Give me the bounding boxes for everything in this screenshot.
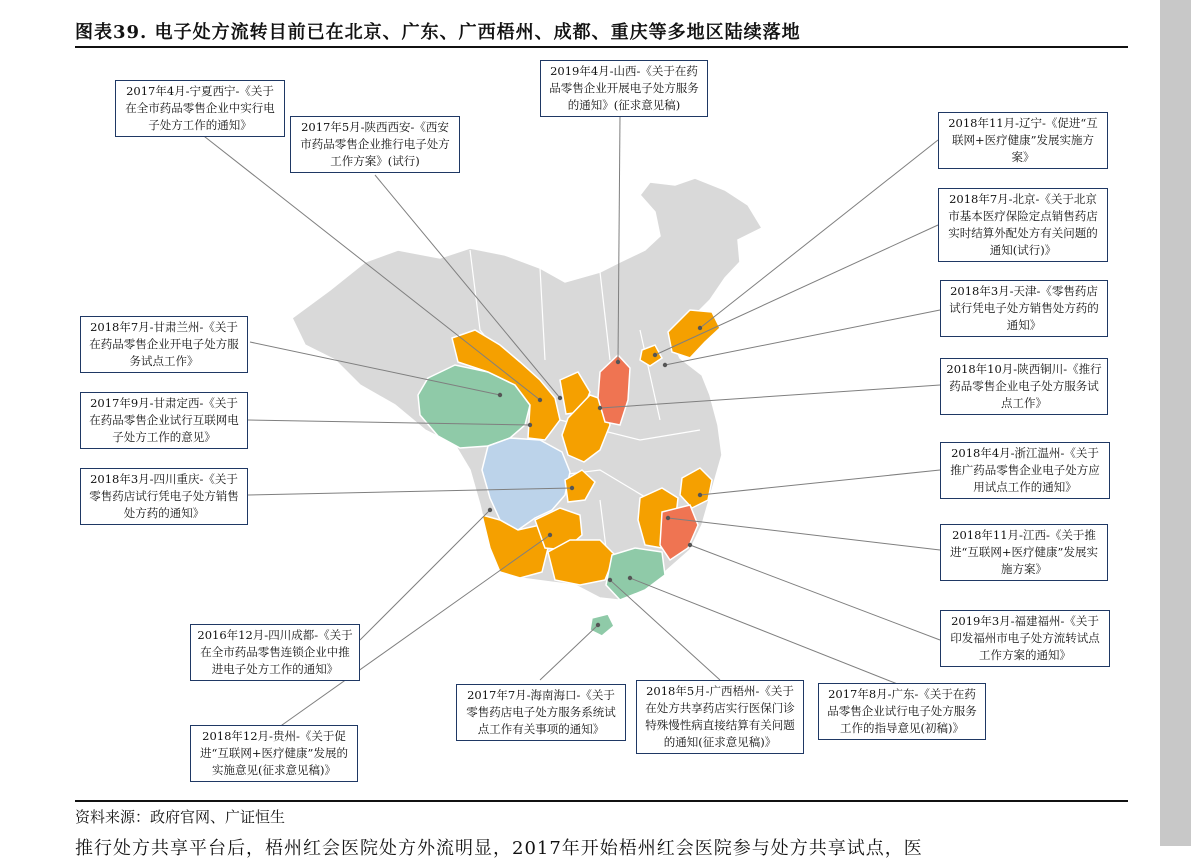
region-guangxi — [548, 540, 615, 585]
annotation-wenzhou: 2018年4月-浙江温州-《关于推广药品零售企业电子处方应用试点工作的通知》 — [940, 442, 1110, 499]
annotation-beijing: 2018年7月-北京-《关于北京市基本医疗保险定点销售药店实时结算外配处方有关问题的通知(试行)》 — [938, 188, 1108, 262]
annotation-jiangxi: 2018年11月-江西-《关于推进“互联网+医疗健康”发展实施方案》 — [940, 524, 1108, 581]
annotation-liaoning: 2018年11月-辽宁-《促进“互联网+医疗健康”发展实施方案》 — [938, 112, 1108, 169]
region-fujian — [660, 505, 698, 560]
body-text-fragment: 推行处方共享平台后，梧州红会医院处方外流明显，2017年开始梧州红会医院参与处方共享试点，医 — [75, 838, 923, 859]
annotation-wuzhou: 2018年5月-广西梧州-《关于在处方共享药店实行医保门诊特殊慢性病直接结算有关问题的通知(征求意见稿)》 — [636, 680, 804, 754]
annotation-fuzhou: 2019年3月-福建福州-《关于印发福州市电子处方流转试点工作方案的通知》 — [940, 610, 1110, 667]
annotation-guangdong: 2017年8月-广东-《关于在药品零售企业试行电子处方服务工作的指导意见(初稿)》 — [818, 683, 986, 740]
annotation-sichuan-chongqing: 2018年3月-四川重庆-《关于零售药店试行凭电子处方销售处方药的通知》 — [80, 468, 248, 525]
source-rule — [75, 800, 1128, 802]
annotation-ningxia: 2017年4月-宁夏西宁-《关于在全市药品零售企业中实行电子处方工作的通知》 — [115, 80, 285, 137]
annotation-dingxi: 2017年9月-甘肃定西-《关于在药品零售企业试行互联网电子处方工作的意见》 — [80, 392, 248, 449]
region-hainan — [590, 614, 614, 636]
region-guangdong — [606, 548, 665, 600]
annotation-chengdu: 2016年12月-四川成都-《关于在全市药品零售连锁企业中推进电子处方工作的通知》 — [190, 624, 360, 681]
annotation-tongchuan: 2018年10月-陕西铜川-《推行药品零售企业电子处方服务试点工作》 — [940, 358, 1108, 415]
figure-title: 图表39. 电子处方流转目前已在北京、广东、广西梧州、成都、重庆等多地区陆续落地 — [75, 22, 801, 43]
annotation-tianjin: 2018年3月-天津-《零售药店试行凭电子处方销售处方药的通知》 — [940, 280, 1108, 337]
right-gray-strip — [1160, 0, 1191, 846]
annotation-shanxi: 2019年4月-山西-《关于在药品零售企业开展电子处方服务的通知》(征求意见稿) — [540, 60, 708, 117]
annotation-xian: 2017年5月-陕西西安-《西安市药品零售企业推行电子处方工作方案》(试行) — [290, 116, 460, 173]
annotation-guizhou: 2018年12月-贵州-《关于促进“互联网+医疗健康”发展的实施意见(征求意见稿)》 — [190, 725, 358, 782]
source-line: 资料来源：政府官网、广证恒生 — [75, 808, 286, 826]
annotation-lanzhou: 2018年7月-甘肃兰州-《关于在药品零售企业开电子处方服务试点工作》 — [80, 316, 248, 373]
annotation-haikou: 2017年7月-海南海口-《关于零售药店电子处方服务系统试点工作有关事项的通知》 — [456, 684, 626, 741]
